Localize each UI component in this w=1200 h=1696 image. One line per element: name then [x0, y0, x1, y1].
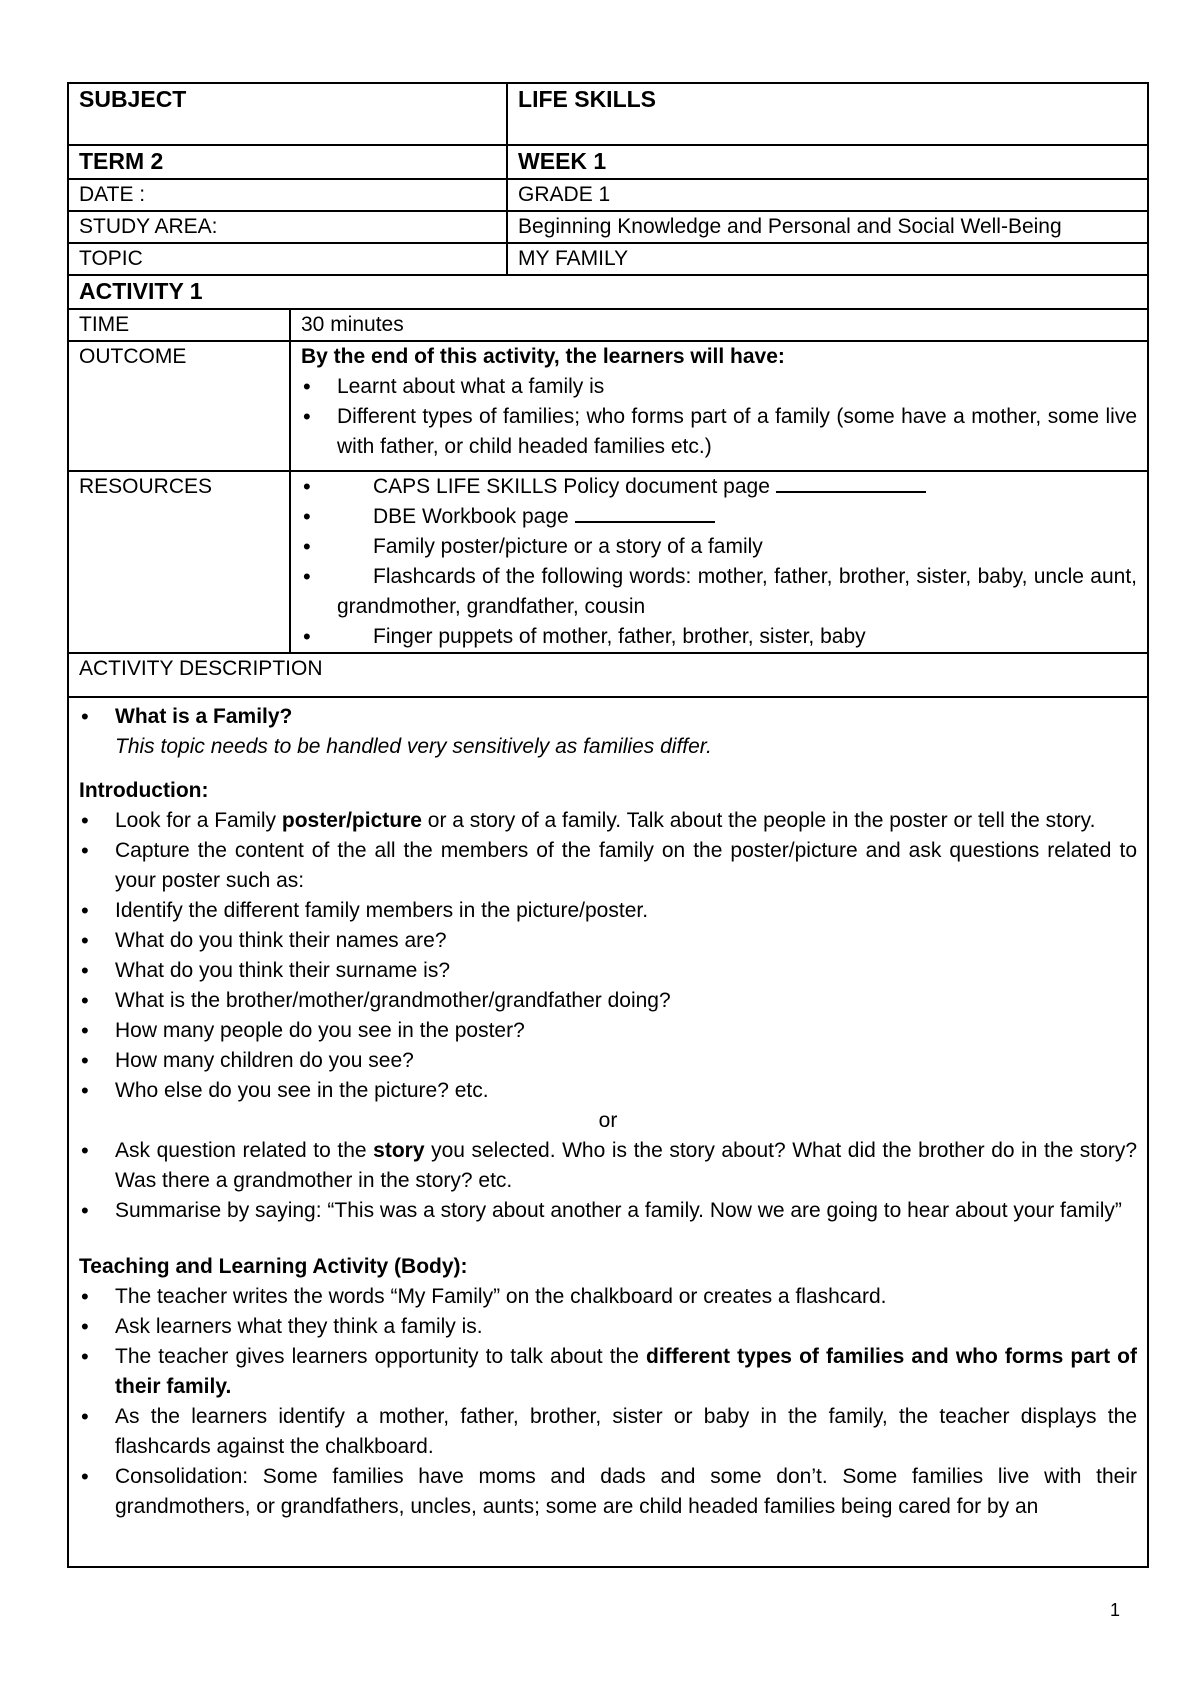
- intro-text: What do you think their surname is?: [115, 959, 450, 982]
- intro-text: or a story of a family. Talk about the people in the poster or tell the story.: [421, 809, 1096, 832]
- list-item: [79, 1016, 1137, 1046]
- introduction-heading: Introduction:: [79, 779, 209, 802]
- study-area-row: [68, 211, 1148, 243]
- intro-text: How many children do you see?: [115, 1049, 414, 1072]
- intro-bold-text: poster/picture: [281, 809, 422, 832]
- outcome-cell: [290, 341, 1148, 471]
- outcome-label: OUTCOME: [68, 341, 290, 471]
- blank-line: [776, 473, 926, 493]
- subject-label: SUBJECT: [68, 83, 507, 145]
- list-item: [79, 986, 1137, 1016]
- body-heading: Teaching and Learning Activity (Body):: [79, 1255, 468, 1278]
- study-area-value: Beginning Knowledge and Personal and Social Well-Being: [507, 211, 1148, 243]
- sensitivity-note: This topic needs to be handled very sensitively as families differ.: [115, 735, 712, 758]
- list-item: [79, 1342, 1137, 1402]
- body-text: As the learners identify a mother, father, brother, sister or baby in the family, the teacher displays the flashcards against the chalkboard.: [115, 1405, 1138, 1458]
- page-number: 1: [1109, 1600, 1120, 1620]
- blank-line: [575, 503, 715, 523]
- what-is-family-list: [79, 702, 1137, 762]
- story-text: Ask question related to the: [115, 1139, 374, 1162]
- outcome-row: [68, 341, 1148, 471]
- intro-text: Identify the different family members in the picture/poster.: [115, 899, 649, 922]
- body-text: Consolidation: Some families have moms and dads and some don’t. Some families live with their grandmothers, or grandfathers, uncles, aunts; some are child headed families being cared for by an: [115, 1465, 1138, 1518]
- date-row: [68, 179, 1148, 211]
- time-row: [68, 309, 1148, 341]
- list-item: [301, 402, 1137, 462]
- list-item: [301, 532, 1137, 562]
- list-item: [79, 1402, 1137, 1462]
- time-value: 30 minutes: [290, 309, 1148, 341]
- topic-value: MY FAMILY: [507, 243, 1148, 275]
- list-item: [79, 1312, 1137, 1342]
- list-item: [79, 956, 1137, 986]
- intro-text: Look for a Family: [115, 809, 282, 832]
- intro-text: Who else do you see in the picture? etc.: [115, 1079, 489, 1102]
- topic-label: TOPIC: [68, 243, 507, 275]
- resource-item-text: Flashcards of the following words: mother, father, brother, sister, baby, uncle aunt, grandmother, grandfather, cousin: [337, 565, 1138, 618]
- activity-description-label: ACTIVITY DESCRIPTION: [68, 653, 1148, 697]
- activity-description-row: [68, 653, 1148, 697]
- list-item: [79, 1462, 1137, 1522]
- topic-row: [68, 243, 1148, 275]
- list-item: [79, 896, 1137, 926]
- lesson-plan-table: [67, 82, 1149, 1568]
- list-item: [301, 622, 1137, 652]
- list-item: [79, 926, 1137, 956]
- resources-row: [68, 471, 1148, 653]
- outcome-item-text: Learnt about what a family is: [337, 375, 605, 398]
- list-item: [301, 372, 1137, 402]
- what-is-family-heading: • What is a Family?: [115, 705, 293, 728]
- story-text: Summarise by saying: “This was a story about another a family. Now we are going to hear about your family”: [115, 1199, 1122, 1222]
- resource-item-text: DBE Workbook page: [373, 505, 569, 528]
- or-separator: or: [598, 1109, 618, 1132]
- date-label: DATE :: [68, 179, 507, 211]
- list-item: [301, 502, 1137, 532]
- intro-text: What do you think their names are?: [115, 929, 447, 952]
- resource-item-text: CAPS LIFE SKILLS Policy document page: [373, 475, 770, 498]
- story-list: [79, 1136, 1137, 1226]
- body-text: The teacher gives learners opportunity to talk about the: [115, 1345, 647, 1368]
- resources-list: [301, 472, 1137, 652]
- time-label: TIME: [68, 309, 290, 341]
- intro-text: How many people do you see in the poster?: [115, 1019, 525, 1042]
- list-item: [79, 1196, 1137, 1226]
- body-text: Ask learners what they think a family is.: [115, 1315, 483, 1338]
- list-item: [301, 562, 1137, 622]
- description-body-row: [68, 697, 1148, 1567]
- activity-title-row: [68, 275, 1148, 309]
- list-item: [79, 1076, 1137, 1106]
- activity-title: ACTIVITY 1: [68, 275, 1148, 309]
- term-row: [68, 145, 1148, 179]
- list-item: [79, 836, 1137, 896]
- term-label: TERM 2: [68, 145, 507, 179]
- outcome-item-text: Different types of families; who forms part of a family (some have a mother, some live with father, or child headed families etc.): [337, 405, 1138, 458]
- outcome-intro: By the end of this activity, the learners will have:: [301, 345, 785, 368]
- resources-cell: [290, 471, 1148, 653]
- subject-value: LIFE SKILLS: [507, 83, 1148, 145]
- study-area-label: STUDY AREA:: [68, 211, 507, 243]
- list-item: [79, 1282, 1137, 1312]
- description-cell: [68, 697, 1148, 1567]
- body-list: [79, 1282, 1137, 1522]
- resource-item-text: Finger puppets of mother, father, brother, sister, baby: [373, 625, 866, 648]
- introduction-list: [79, 806, 1137, 1106]
- outcome-list: [301, 372, 1137, 462]
- list-item: [301, 472, 1137, 502]
- intro-text: What is the brother/mother/grandmother/grandfather doing?: [115, 989, 671, 1012]
- list-item: [79, 806, 1137, 836]
- week-value: WEEK 1: [507, 145, 1148, 179]
- subject-row: [68, 83, 1148, 145]
- story-bold-text: story: [373, 1139, 425, 1162]
- story-text: you selected. Who is the story about? What did the brother do in the story? Was there a grandmother in the story? etc.: [115, 1139, 1137, 1192]
- list-item: [79, 1136, 1137, 1196]
- resources-label: RESOURCES: [68, 471, 290, 653]
- list-item: [79, 1046, 1137, 1076]
- grade-value: GRADE 1: [507, 179, 1148, 211]
- intro-text: Capture the content of the all the members of the family on the poster/picture and ask questions related to your poster such as:: [115, 839, 1138, 892]
- resource-item-text: Family poster/picture or a story of a family: [373, 535, 763, 558]
- body-text: The teacher writes the words “My Family” on the chalkboard or creates a flashcard.: [115, 1285, 887, 1308]
- list-item: [79, 702, 1137, 762]
- body-bold-text: different types of families and who forms part of their family.: [115, 1345, 1137, 1398]
